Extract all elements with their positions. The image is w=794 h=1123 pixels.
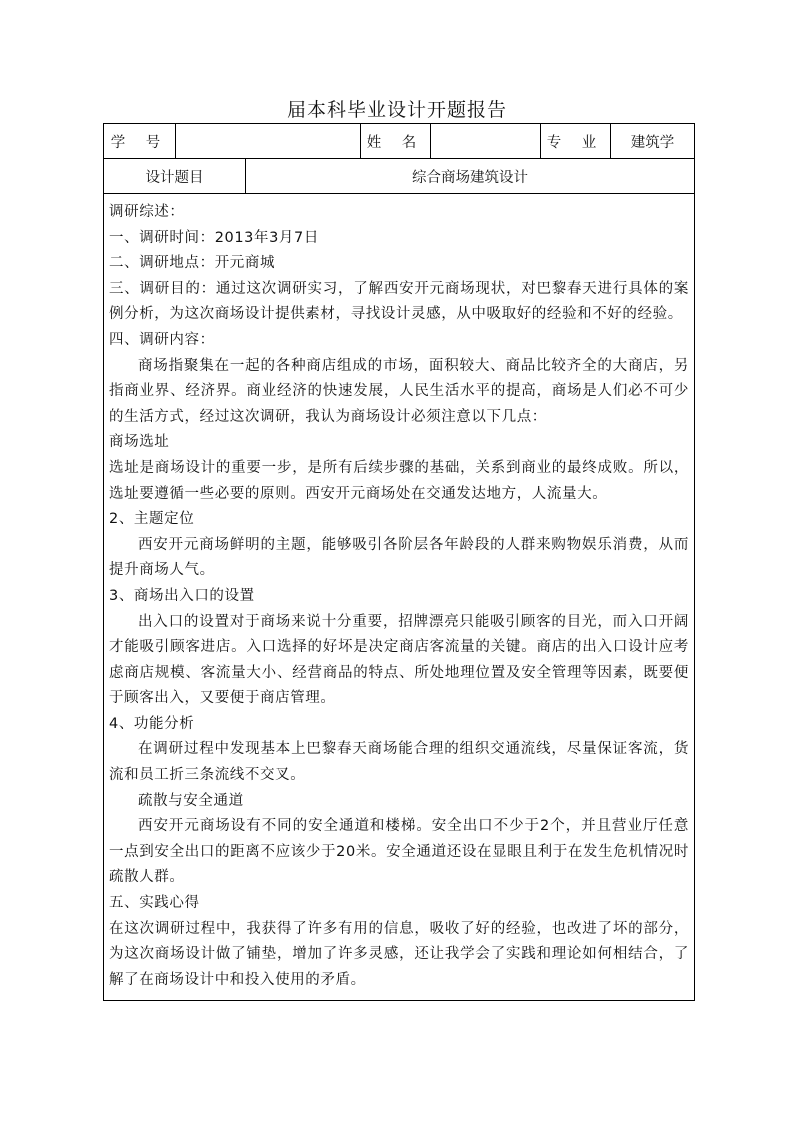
document-title: 届本科毕业设计开题报告 xyxy=(286,99,507,121)
student-id-value xyxy=(176,124,361,159)
site-selection-heading: 商场选址 xyxy=(109,434,170,451)
topic-value: 综合商场建筑设计 xyxy=(246,159,695,194)
theme-heading: 2、主题定位 xyxy=(109,511,195,528)
research-summary-cell xyxy=(104,194,695,1001)
name-value xyxy=(431,124,541,159)
function-paragraph: 在调研过程中发现基本上巴黎春天商场能合理的组织交通流线，尽量保证客流，货流和员工折三条流线不交叉。 xyxy=(109,741,689,784)
theme-paragraph: 西安开元商场鲜明的主题，能够吸引各阶层各年龄段的人群来购物娱乐消费，从而提升商场人气。 xyxy=(109,536,689,579)
survey-content-heading: 四、调研内容： xyxy=(109,331,215,348)
evacuation-heading: 疏散与安全通道 xyxy=(138,792,244,809)
topic-row xyxy=(104,159,695,194)
entrance-paragraph: 出入口的设置对于商场来说十分重要，招牌漂亮只能吸引顾客的目光，而入口开阔才能吸引顾客进店。入口选择的好坏是决定商店客流量的关键。商店的出入口设计应考虑商店规模、客流量大小、经营商品的特点、所处地理位置及安全管理等因素，既要便于顾客出入，又要便于商店管理。 xyxy=(109,613,689,707)
major-label: 专 业 xyxy=(541,124,611,159)
evacuation-paragraph: 西安开元商场设有不同的安全通道和楼梯。安全出口不少于2个，并且营业厅任意一点到安全出口的距离不应该少于20米。安全通道还设在显眼且利于在发生危机情况时疏散人群。 xyxy=(109,818,689,886)
site-selection-paragraph: 选址是商场设计的重要一步，是所有后续步骤的基础，关系到商业的最终成败。所以，选址要遵循一些必要的原则。西安开元商场处在交通发达地方，人流量大。 xyxy=(109,459,689,502)
survey-purpose: 三、调研目的：通过这次调研实习，了解西安开元商场现状，对巴黎春天进行具体的案例分析，为这次商场设计提供素材，寻找设计灵感，从中吸取好的经验和不好的经验。 xyxy=(109,280,689,323)
summary-heading: 调研综述： xyxy=(109,204,185,220)
survey-location: 二、调研地点：开元商城 xyxy=(109,255,276,272)
report-table xyxy=(103,123,695,1001)
major-value: 建筑学 xyxy=(611,124,695,159)
function-heading: 4、功能分析 xyxy=(109,715,195,732)
body-row xyxy=(104,194,695,1001)
survey-time: 一、调研时间：2013年3月7日 xyxy=(109,229,319,246)
topic-label: 设计题目 xyxy=(104,159,246,194)
name-label: 姓 名 xyxy=(361,124,431,159)
header-row xyxy=(104,124,695,159)
practice-heading: 五、实践心得 xyxy=(109,895,200,912)
entrance-heading: 3、商场出入口的设置 xyxy=(109,587,255,604)
student-id-label: 学 号 xyxy=(104,124,176,159)
practice-paragraph: 在这次调研过程中，我获得了许多有用的信息，吸收了好的经验，也改进了坏的部分，为这次商场设计做了铺垫，增加了许多灵感，还让我学会了实践和理论如何相结合，了解了在商场设计中和投入使用的矛盾。 xyxy=(109,920,689,988)
mall-definition-paragraph: 商场指聚集在一起的各种商店组成的市场，面积较大、商品比较齐全的大商店，另指商业界、经济界。商业经济的快速发展，人民生活水平的提高，商场是人们必不可少的生活方式，经过这次调研，我认为商场设计必须注意以下几点： xyxy=(109,357,689,425)
